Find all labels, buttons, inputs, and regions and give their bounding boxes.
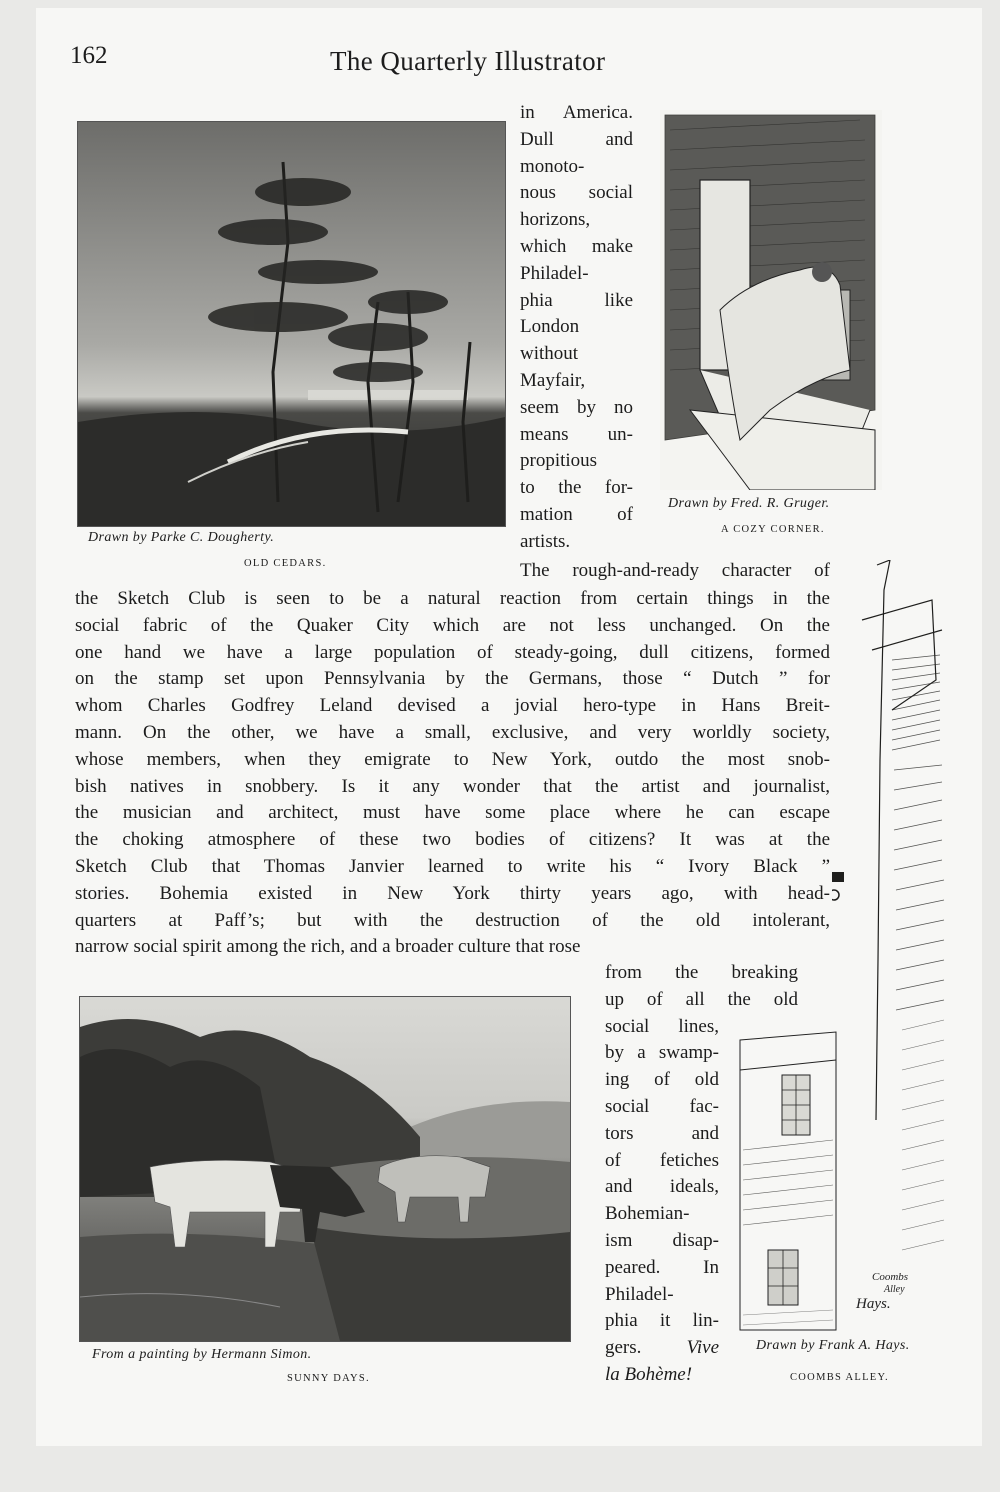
text-line: the choking atmosphere of these two bodies of citizens? It was at the <box>75 829 830 851</box>
sunny-days-image <box>79 996 571 1342</box>
text-line: stories. Bohemia existed in New York thirty years ago, with head- <box>75 882 830 904</box>
text-line: The rough-and-ready character of <box>520 560 830 581</box>
text-line: monoto- <box>520 155 585 177</box>
text-line: bish natives in snobbery. Is it any wonder that the artist and journalist, <box>75 775 830 797</box>
text-line: whose members, when they emigrate to New York, outdo the most snob- <box>75 748 830 770</box>
cozy-corner-image <box>660 110 882 490</box>
text-line-mid <box>520 558 830 585</box>
text-line: the musician and architect, must have some place where he can escape <box>75 802 830 824</box>
old-cedars-title: OLD CEDARS. <box>244 558 327 569</box>
text-line: phia it lin- <box>605 1310 719 1332</box>
text-line: Philadel- <box>605 1283 674 1305</box>
text-line: Philadel- <box>520 262 589 284</box>
text-line: nous social <box>520 182 633 204</box>
text-line: whom Charles Godfrey Leland devised a jovial hero-type in Hans Breit- <box>75 695 830 717</box>
body-paragraph <box>75 586 830 961</box>
coombs-alley-title: COOMBS ALLEY. <box>790 1372 889 1383</box>
text-line: Dull and <box>520 128 633 150</box>
text-line: of fetiches <box>605 1149 719 1171</box>
text-line: peared. In <box>605 1256 719 1278</box>
text-line: which make <box>520 235 633 257</box>
text-line: one hand we have a large population of steady-going, dull citizens, formed <box>75 641 830 663</box>
text-line: up of all the old <box>605 988 798 1010</box>
text-line: narrow social spirit among the rich, and a broader culture that rose <box>75 936 581 958</box>
old-cedars-image <box>77 121 506 527</box>
text-column-bottom <box>605 960 798 1389</box>
text-line: without <box>520 343 579 365</box>
svg-text:Hays.: Hays. <box>856 1296 891 1312</box>
text-line: and ideals, <box>605 1176 719 1198</box>
running-title: The Quarterly Illustrator <box>330 46 606 76</box>
text-line: social fabric of the Quaker City which are not less unchanged. On the <box>75 614 830 636</box>
text-line: ing of old <box>605 1069 719 1091</box>
text-line: Mayfair, <box>520 369 586 391</box>
text-line <box>605 1335 719 1362</box>
sunny-days-title: SUNNY DAYS. <box>287 1373 370 1384</box>
closing-italic-boheme: la Bohème! <box>605 1363 693 1385</box>
coombs-alley-building <box>738 1030 838 1335</box>
text-line: mation of <box>520 503 633 525</box>
text-line: Sketch Club that Thomas Janvier learned to write his “ Ivory Black ” <box>75 855 830 877</box>
text-line: horizons, <box>520 209 591 231</box>
page-number: 162 <box>70 42 108 69</box>
svg-text:Alley: Alley <box>884 1284 905 1295</box>
text-line: the Sketch Club is seen to be a natural reaction from certain things in the <box>75 588 830 609</box>
text-line: on the stamp set upon Pennsylvania by the Germans, those “ Dutch ” for <box>75 668 830 690</box>
text-line: mann. On the other, we have a small, exclusive, and very worldly society, <box>75 721 830 743</box>
text-line: quarters at Paff’s; but with the destruction of the old intolerant, <box>75 909 830 931</box>
text-line: Bohemian- <box>605 1203 690 1225</box>
text-line: tors and <box>605 1122 719 1144</box>
cozy-corner-credit: Drawn by Fred. R. Gruger. <box>668 496 830 511</box>
sunny-days-credit: From a painting by Hermann Simon. <box>92 1347 312 1362</box>
old-cedars-credit: Drawn by Parke C. Dougherty. <box>88 530 275 545</box>
text-line: from the breaking <box>605 962 798 983</box>
text-line: London <box>520 316 580 338</box>
text-line: ism disap- <box>605 1229 719 1251</box>
coombs-alley-credit: Drawn by Frank A. Hays. <box>756 1338 910 1353</box>
cozy-corner-title: A COZY CORNER. <box>721 524 825 535</box>
text-line: in America. <box>520 102 633 123</box>
closing-italic-vive: Vive <box>686 1337 719 1359</box>
text-line: propitious <box>520 450 598 472</box>
text-line: social fac- <box>605 1095 719 1117</box>
text-word: gers. <box>605 1337 642 1359</box>
text-column-top <box>520 100 633 556</box>
text-line: social lines, <box>605 1015 719 1037</box>
text-line: by a swamp- <box>605 1042 719 1064</box>
text-line: means un- <box>520 423 633 445</box>
coombs-alley-image <box>832 560 950 1335</box>
text-line: artists. <box>520 530 571 552</box>
text-line: seem by no <box>520 396 633 418</box>
coombs-alley-signature: Coombs <box>872 1271 909 1283</box>
text-line: phia like <box>520 289 633 311</box>
text-line: to the for- <box>520 477 633 499</box>
